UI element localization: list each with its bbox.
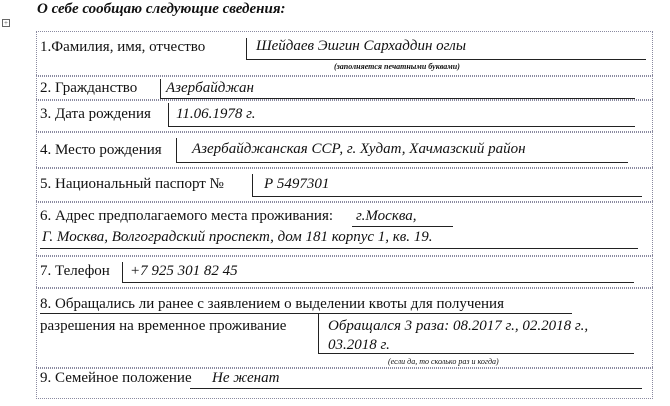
row-3-value: 11.06.1978 г. — [176, 106, 256, 122]
row-4-underline — [176, 162, 628, 163]
row-6-value: г.Москва, — [356, 208, 417, 224]
row-2-divider — [160, 79, 161, 98]
row-9-underline — [190, 388, 642, 389]
row-4-divider — [176, 138, 177, 162]
row-7-label: 7. Телефон — [40, 263, 110, 279]
row-6-value-2: Г. Москва, Волгоградский проспект, дом 181 корпус 1, кв. 19. — [42, 229, 433, 245]
row-8-value: Обращался 3 раза: 08.2017 г., 02.2018 г., — [328, 318, 589, 334]
row-3-underline — [168, 126, 635, 127]
row-2-label: 2. Гражданство — [40, 80, 138, 96]
row-1-note: (заполняется печатными буквами) — [334, 62, 460, 71]
row-7-box — [36, 255, 653, 289]
row-7-divider — [122, 262, 123, 282]
row-5-label: 5. Национальный паспорт № — [40, 176, 224, 192]
row-8-note: (если да, то сколько раз и когда) — [388, 357, 499, 366]
row-6-underline-1 — [352, 226, 453, 227]
row-1-divider — [246, 38, 247, 59]
row-8-label-2: разрешения на временное проживание — [40, 318, 287, 334]
row-3-label: 3. Дата рождения — [40, 106, 151, 122]
row-8-label: 8. Обращались ли ранее с заявлением о выделении квоты для получения — [40, 296, 504, 312]
row-3-divider — [168, 103, 169, 126]
row-1-label: 1.Фамилия, имя, отчество — [40, 39, 206, 55]
row-5-value: Р 5497301 — [264, 176, 330, 192]
row-2-value: Азербайджан — [166, 80, 255, 96]
row-5-underline — [252, 196, 642, 197]
row-1-underline — [246, 59, 646, 60]
row-2-underline — [160, 98, 635, 99]
table-anchor-icon: + — [2, 19, 10, 27]
form-heading: О себе сообщаю следующие сведения: — [37, 1, 286, 17]
row-8-divider — [318, 313, 319, 353]
row-8-underline-1 — [40, 313, 572, 314]
row-6-underline-2 — [40, 248, 638, 249]
row-8-value-2: 03.2018 г. — [328, 337, 390, 353]
row-9-label: 9. Семейное положение — [40, 370, 192, 386]
row-4-label: 4. Место рождения — [40, 142, 162, 158]
row-4-value: Азербайджанская ССР, г. Худат, Хачмазский район — [192, 141, 526, 157]
row-7-value: +7 925 301 82 45 — [130, 263, 238, 279]
row-6-label: 6. Адрес предполагаемого места проживания: — [40, 208, 334, 224]
row-9-value: Не женат — [212, 370, 280, 386]
row-7-underline — [122, 282, 634, 283]
row-1-value: Шейдаев Эшгин Сархаддин оглы — [256, 38, 466, 54]
row-5-divider — [252, 174, 253, 196]
